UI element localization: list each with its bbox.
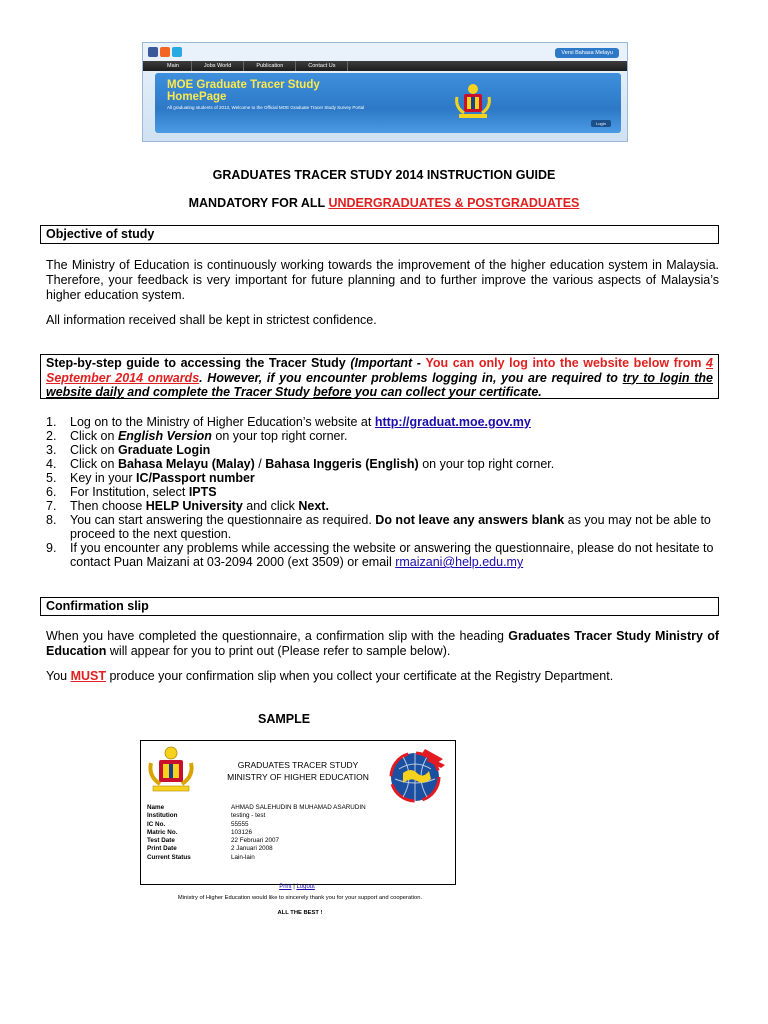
guide-before: before [313, 385, 352, 399]
table-row [147, 845, 366, 853]
banner-hero [155, 73, 621, 133]
guide-important-label: (Important - [350, 356, 426, 370]
objective-paragraph: The Ministry of Education is continuously working towards the improvement of the higher education system in Malaysia. Therefore, your feedback is very important for future planning and to further improve the various aspects of Malaysia’s higher education system. [46, 258, 719, 302]
table-row [147, 829, 366, 837]
row-value: 103126 [231, 828, 253, 836]
step-2: 2. Click on English Version on your top right corner. [46, 429, 348, 443]
row-value: Lain-lain [231, 853, 255, 861]
social-icons [148, 47, 182, 57]
row-key: IC No. [147, 820, 166, 828]
step-7-mid: and click [242, 499, 299, 513]
facebook-icon [148, 47, 158, 57]
link-separator: | [291, 884, 297, 890]
row-value: 2 Januari 2008 [231, 845, 273, 853]
step-9-text: If you encounter any problems while accessing the website or answering the questionnaire, please do not hesitate to contact Puan Maizani at 03-2094 2000 (ext 3509) or email [70, 541, 714, 569]
nav-contact-us: Contact Us [296, 61, 348, 71]
certificate-all-the-best: ALL THE BEST ! [277, 910, 323, 916]
confirmation-heading: Confirmation slip [46, 599, 149, 613]
step-6: 6. For Institution, select IPTS [46, 485, 217, 499]
row-key: Test Date [147, 837, 175, 845]
step-3-graduate-login: Graduate Login [117, 443, 211, 457]
rss-icon [160, 47, 170, 57]
step-4-tail: on your top right corner. [418, 457, 555, 471]
guide-warning: You can only log into the website below from [425, 356, 707, 370]
step-8: 8. You can start answering the questionnaire as required. Do not leave any answers blank as you may not be able to proceed to the next question. [46, 513, 711, 541]
graduat-website-link[interactable]: http://graduat.moe.gov.my [374, 415, 531, 429]
step-7-text: Then choose [70, 499, 146, 513]
confirmation-heading-name: Graduates Tracer Study Ministry of Education [46, 629, 719, 658]
print-link[interactable]: Print [279, 884, 292, 890]
step-6-text: For Institution, select [70, 485, 189, 499]
certificate-title [213, 759, 383, 783]
email-link[interactable]: rmaizani@help.edu.my [395, 555, 524, 569]
row-key: Name [147, 804, 165, 811]
row-value: AHMAD SALEHUDIN B MUHAMAD ASARUDIN [231, 804, 366, 811]
subtitle-prefix: MANDATORY FOR ALL [188, 196, 329, 210]
step-3: 3. Click on Graduate Login [46, 443, 211, 457]
step-1-text: Log on to the Ministry of Higher Education’s website at [70, 415, 375, 429]
certificate-thanks: Ministry of Higher Education would like to sincerely thank you for your support and cooperation. [177, 895, 423, 901]
step-6-ipts: IPTS [188, 485, 217, 499]
step-1: 1. Log on to the Ministry of Higher Education’s website at http://graduat.moe.gov.my [46, 415, 531, 429]
step-8-tail: as you may not be able to proceed to the next question. [70, 513, 711, 541]
row-key: Current Status [147, 853, 191, 861]
certificate-links [140, 884, 454, 891]
sample-confirmation-slip [140, 740, 456, 885]
document-subtitle [0, 196, 768, 210]
banner-navbar [143, 61, 628, 71]
language-button: Versi Bahasa Melayu [555, 48, 619, 58]
objective-heading-box [40, 225, 719, 244]
tracer-study-globe-logo-icon [385, 745, 449, 807]
guide-heading-box [40, 354, 719, 399]
step-9: 9. If you encounter any problems while accessing the website or answering the questionnaire, please do not hesitate to contact Puan Maizani at 03-2094 2000 (ext 3509) or email rmaizani@help.edu.my [46, 541, 714, 569]
step-5-text: Key in your [70, 471, 137, 485]
step-7: 7. Then choose HELP University and click Next. [46, 499, 329, 513]
table-row [147, 837, 366, 845]
step-2-tail: on your top right corner. [211, 429, 348, 443]
guide-start-date: 4 September 2014 onwards [46, 356, 713, 385]
must-text-c: produce your confirmation slip when you collect your certificate at the Registry Department. [106, 669, 614, 683]
table-row [147, 812, 366, 820]
step-7-help: HELP University [145, 499, 243, 513]
confirmation-paragraph [46, 629, 719, 659]
must-paragraph [46, 669, 719, 684]
must-text-a: You [46, 669, 71, 683]
step-4-sep: / [254, 457, 266, 471]
twitter-icon [172, 47, 182, 57]
table-row [147, 854, 366, 862]
guide-note-2: and complete the Tracer Study [123, 385, 314, 399]
malaysia-coat-of-arms-icon [453, 83, 493, 121]
banner-title: MOE Graduate Tracer Study HomePage [167, 79, 320, 103]
table-row [147, 821, 366, 829]
step-7-next: Next. [298, 499, 329, 513]
step-8-text: You can start answering the questionnaire as required. [70, 513, 376, 527]
confirmation-text-c: will appear for you to print out (Please refer to sample below). [106, 644, 451, 658]
guide-note: . However, if you encounter problems logging in, you are required to [199, 370, 623, 385]
guide-login-daily: try to login the website daily [46, 370, 713, 399]
step-3-text: Click on [70, 443, 118, 457]
certificate-title-line-2: MINISTRY OF HIGHER EDUCATION [227, 772, 369, 782]
step-8-no-blank: Do not leave any answers blank [375, 513, 565, 527]
banner-login-button: Login [591, 120, 611, 127]
step-4: 4. Click on Bahasa Melayu (Malay) / Bahasa Inggeris (English) on your top right corner. [46, 457, 555, 471]
row-key: Institution [147, 812, 178, 820]
table-row [147, 804, 366, 812]
subtitle-highlight: UNDERGRADUATES & POSTGRADUATES [328, 196, 580, 210]
step-4-malay: Bahasa Melayu (Malay) [117, 457, 255, 471]
step-4-english: Bahasa Inggeris (English) [265, 457, 419, 471]
banner-text: All graduating students of 2013, Welcome to the Official MOE Graduate Tracer Study Survey Portal [167, 105, 365, 110]
certificate-title-line-1: GRADUATES TRACER STUDY [237, 760, 359, 770]
nav-main: Main [155, 61, 192, 71]
sample-label: SAMPLE [258, 712, 311, 726]
objective-heading: Objective of study [46, 227, 155, 241]
must-emphasis: MUST [70, 669, 106, 683]
step-5: 5. Key in your IC/Passport number [46, 471, 255, 485]
step-2-text: Click on [70, 429, 118, 443]
row-value: 55555 [231, 820, 249, 828]
confidentiality-paragraph: All information received shall be kept in strictest confidence. [46, 313, 377, 327]
row-value: 22 Februari 2007 [231, 837, 279, 845]
step-4-text: Click on [70, 457, 118, 471]
row-key: Print Date [147, 845, 177, 853]
document-title: GRADUATES TRACER STUDY 2014 INSTRUCTION GUIDE [212, 168, 556, 182]
guide-heading: Step-by-step guide to accessing the Tracer Study [46, 356, 351, 370]
malaysia-coat-of-arms-icon [145, 745, 197, 797]
website-banner-image [142, 42, 628, 142]
row-value: testing - test [231, 812, 266, 820]
logout-link[interactable]: Logout [296, 884, 315, 890]
nav-publication: Publication [244, 61, 296, 71]
guide-note-3: you can collect your certificate. [351, 385, 542, 399]
confirmation-text-a: When you have completed the questionnaire, a confirmation slip with the heading [46, 629, 509, 643]
nav-jobs-world: Jobs World [192, 61, 244, 71]
step-5-ic: IC/Passport number [136, 471, 255, 485]
step-2-english-version: English Version [117, 429, 212, 443]
banner-topbar [143, 43, 627, 61]
row-key: Matric No. [147, 828, 178, 836]
steps-list [46, 415, 719, 569]
certificate-details-table [147, 804, 366, 862]
confirmation-heading-box [40, 597, 719, 616]
